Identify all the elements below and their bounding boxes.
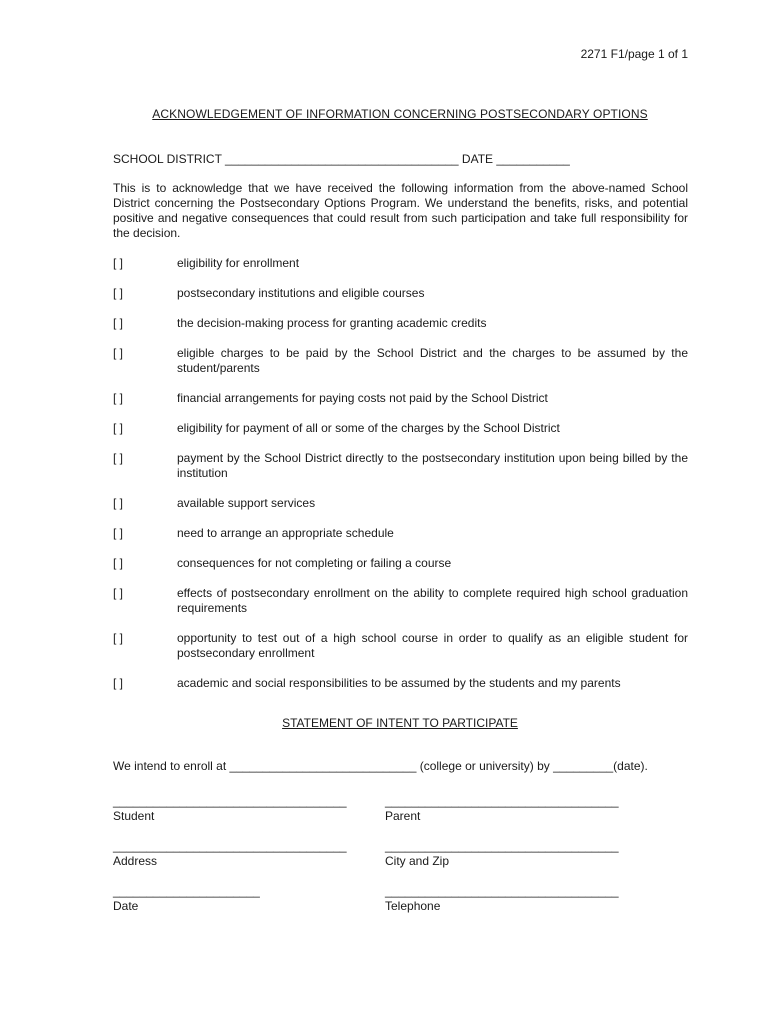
checklist-item: [113, 286, 688, 301]
checklist-item: [113, 256, 688, 271]
address-field[interactable]: [113, 839, 347, 869]
checkbox[interactable]: [ ]: [113, 421, 124, 435]
intent-to-enroll-line: We intend to enroll at ____________________________ (college or university) by _________(date).: [113, 759, 648, 773]
signature-rule: ___________________________________: [385, 839, 619, 853]
checkbox[interactable]: [ ]: [113, 451, 124, 465]
checkbox[interactable]: [ ]: [113, 346, 124, 360]
signature-label: Telephone: [385, 899, 441, 913]
checklist-item-text: available support services: [177, 496, 316, 510]
checklist-item: [113, 526, 688, 541]
checklist-item: [113, 391, 688, 406]
checkbox[interactable]: [ ]: [113, 586, 124, 600]
checkbox[interactable]: [ ]: [113, 676, 124, 690]
checklist-item-text: payment by the School District directly to the postsecondary institution upon being billed by the institution: [177, 451, 688, 480]
checkbox[interactable]: [ ]: [113, 256, 124, 270]
checklist-item-text: consequences for not completing or failing a course: [177, 556, 452, 570]
checklist-item: [113, 421, 688, 436]
signature-label: Student: [113, 809, 155, 823]
checklist-item-text: eligibility for enrollment: [177, 256, 300, 270]
checklist-item-text: eligibility for payment of all or some of the charges by the School District: [177, 421, 560, 435]
checkbox[interactable]: [ ]: [113, 286, 124, 300]
checklist-item: [113, 451, 688, 481]
checkbox[interactable]: [ ]: [113, 526, 124, 540]
student-signature-field[interactable]: [113, 794, 347, 824]
checklist-item: [113, 316, 688, 331]
acknowledgement-checklist: [113, 256, 688, 706]
form-title: ACKNOWLEDGEMENT OF INFORMATION CONCERNING POSTSECONDARY OPTIONS: [152, 107, 648, 121]
checklist-item-text: the decision-making process for granting academic credits: [177, 316, 487, 330]
statement-of-intent-title: STATEMENT OF INTENT TO PARTICIPATE: [282, 716, 518, 730]
checkbox[interactable]: [ ]: [113, 556, 124, 570]
checkbox[interactable]: [ ]: [113, 631, 124, 645]
signature-rule: ___________________________________: [113, 839, 347, 853]
checklist-item: [113, 631, 688, 661]
checklist-item-text: need to arrange an appropriate schedule: [177, 526, 394, 540]
checklist-item-text: eligible charges to be paid by the School District and the charges to be assumed by the student/parents: [177, 346, 688, 375]
checklist-item-text: opportunity to test out of a high school course in order to qualify as an eligible student for postsecondary enrollment: [177, 631, 688, 660]
signature-rule: ___________________________________: [113, 794, 347, 808]
signature-rule: ___________________________________: [385, 794, 619, 808]
signature-label: Address: [113, 854, 158, 868]
checklist-item: [113, 586, 688, 616]
checkbox[interactable]: [ ]: [113, 391, 124, 405]
checklist-item: [113, 496, 688, 511]
checklist-item-text: financial arrangements for paying costs not paid by the School District: [177, 391, 548, 405]
signature-label: Parent: [385, 809, 421, 823]
intro-paragraph: This is to acknowledge that we have received the following information from the above-named School District concerning the Postsecondary Options Program. We understand the benefits, risks, and potential positive and negative consequences that could result from such participation and take full responsibility for the decision.: [113, 181, 688, 240]
parent-signature-field[interactable]: [385, 794, 619, 824]
checklist-item: [113, 676, 688, 691]
signature-rule: ______________________: [113, 884, 260, 898]
date-field[interactable]: [113, 884, 260, 914]
school-district-date-line: SCHOOL DISTRICT ___________________________________ DATE ___________: [113, 152, 570, 166]
signature-label: City and Zip: [385, 854, 450, 868]
checklist-item: [113, 556, 688, 571]
checkbox[interactable]: [ ]: [113, 496, 124, 510]
signature-label: Date: [113, 899, 139, 913]
city-zip-field[interactable]: [385, 839, 619, 869]
checklist-item-text: academic and social responsibilities to be assumed by the students and my parents: [177, 676, 621, 690]
checklist-item-text: postsecondary institutions and eligible courses: [177, 286, 425, 300]
checklist-item-text: effects of postsecondary enrollment on the ability to complete required high school graduation requirements: [177, 586, 688, 615]
checkbox[interactable]: [ ]: [113, 316, 124, 330]
page-reference: 2271 F1/page 1 of 1: [580, 47, 688, 61]
checklist-item: [113, 346, 688, 376]
telephone-field[interactable]: [385, 884, 619, 914]
signature-rule: ___________________________________: [385, 884, 619, 898]
